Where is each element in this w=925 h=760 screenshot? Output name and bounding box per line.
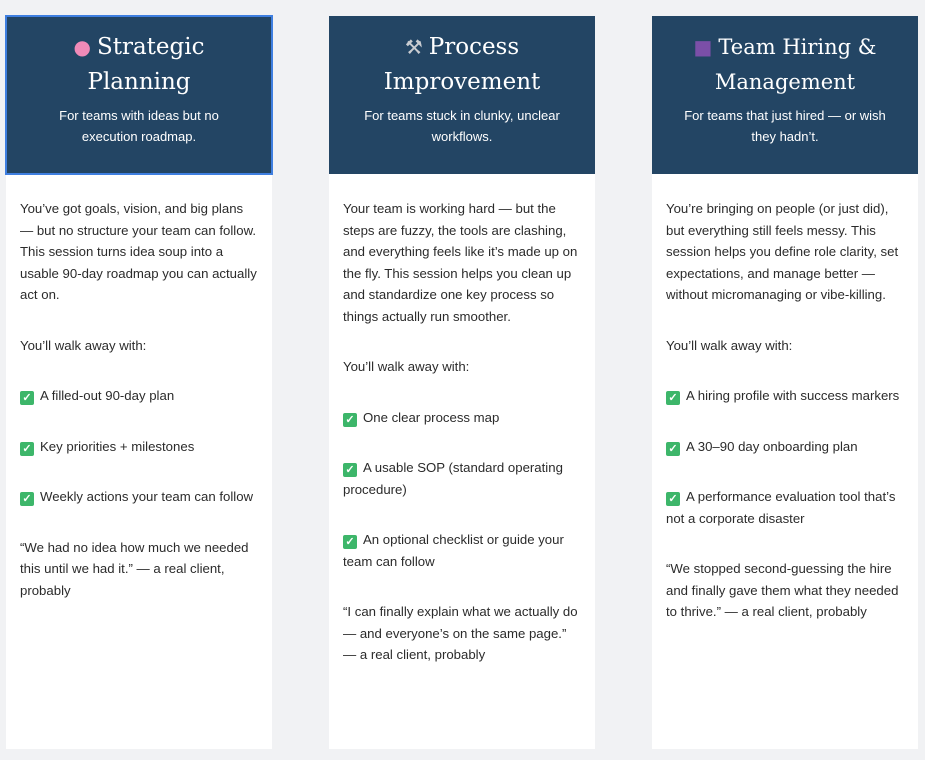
check-icon: ✓ [20, 391, 34, 405]
tools-icon: ⚒ [404, 35, 423, 59]
deliverable-item: ✓ A 30–90 day onboarding plan [666, 436, 904, 458]
brain-icon: ● [73, 35, 91, 59]
testimonial-quote: “We stopped second-guessing the hire and finally gave them what they needed to thrive.” — a real client, probably [666, 561, 899, 619]
card-title: ⚒ Process Improvement [329, 16, 595, 100]
card-body [329, 174, 595, 666]
service-card-strategic-planning [6, 16, 272, 749]
deliverable-item: ✓ A performance evaluation tool that’s not a corporate disaster [666, 489, 896, 526]
deliverable-item: ✓ A usable SOP (standard operating procedure) [343, 460, 563, 497]
deliverable-item: ✓ Key priorities + milestones [20, 436, 258, 458]
check-icon: ✓ [20, 492, 34, 506]
card-title: ● Strategic Planning [6, 16, 272, 100]
testimonial-quote: “We had no idea how much we needed this until we had it.” — a real client, probably [20, 539, 249, 598]
card-subtitle: For teams with ideas but no execution roadmap. [59, 108, 219, 144]
people-icon: ■ [693, 35, 713, 59]
walk-away-label: You’ll walk away with: [666, 337, 793, 353]
deliverable-item: ✓ An optional checklist or guide your team can follow [343, 532, 564, 569]
card-intro: Your team is working hard — but the steps are fuzzy, the tools are clashing, and everything feels like it’s made up on the fly. This session helps you clean up and standardize one key process so things actually run smoother. [343, 201, 578, 324]
card-body [6, 174, 272, 601]
check-icon: ✓ [666, 391, 680, 405]
card-header [329, 16, 595, 174]
service-card-team-hiring [652, 16, 918, 749]
deliverable-item: ✓ One clear process map [343, 407, 581, 429]
deliverable-item: ✓ A hiring profile with success markers [666, 385, 904, 407]
deliverable-item: ✓ A filled-out 90-day plan [20, 385, 258, 407]
walk-away-label: You’ll walk away with: [343, 359, 470, 374]
check-icon: ✓ [666, 442, 680, 456]
check-icon: ✓ [343, 535, 357, 549]
service-card-process-improvement [329, 16, 595, 749]
check-icon: ✓ [666, 492, 680, 506]
card-body [652, 174, 918, 623]
check-icon: ✓ [343, 413, 357, 427]
card-subtitle: For teams that just hired — or wish they hadn’t. [684, 108, 886, 144]
testimonial-quote: “I can finally explain what we actually do — and everyone’s on the same page.” — a real client, probably [343, 604, 578, 662]
card-header [652, 16, 918, 174]
check-icon: ✓ [343, 463, 357, 477]
card-header [6, 16, 272, 174]
walk-away-label: You’ll walk away with: [20, 337, 147, 353]
card-subtitle: For teams stuck in clunky, unclear workflows. [364, 108, 560, 144]
deliverable-item: ✓ Weekly actions your team can follow [20, 486, 258, 508]
check-icon: ✓ [20, 442, 34, 456]
card-intro: You’ve got goals, vision, and big plans — but no structure your team can follow. This session turns idea soup into a usable 90-day roadmap you can actually act on. [20, 201, 257, 302]
card-title: ■ Team Hiring & Management [652, 16, 918, 100]
card-intro: You’re bringing on people (or just did), but everything still feels messy. This session helps you define role clarity, set expectations, and manage better — without micromanaging or vibe-killing. [666, 201, 899, 302]
